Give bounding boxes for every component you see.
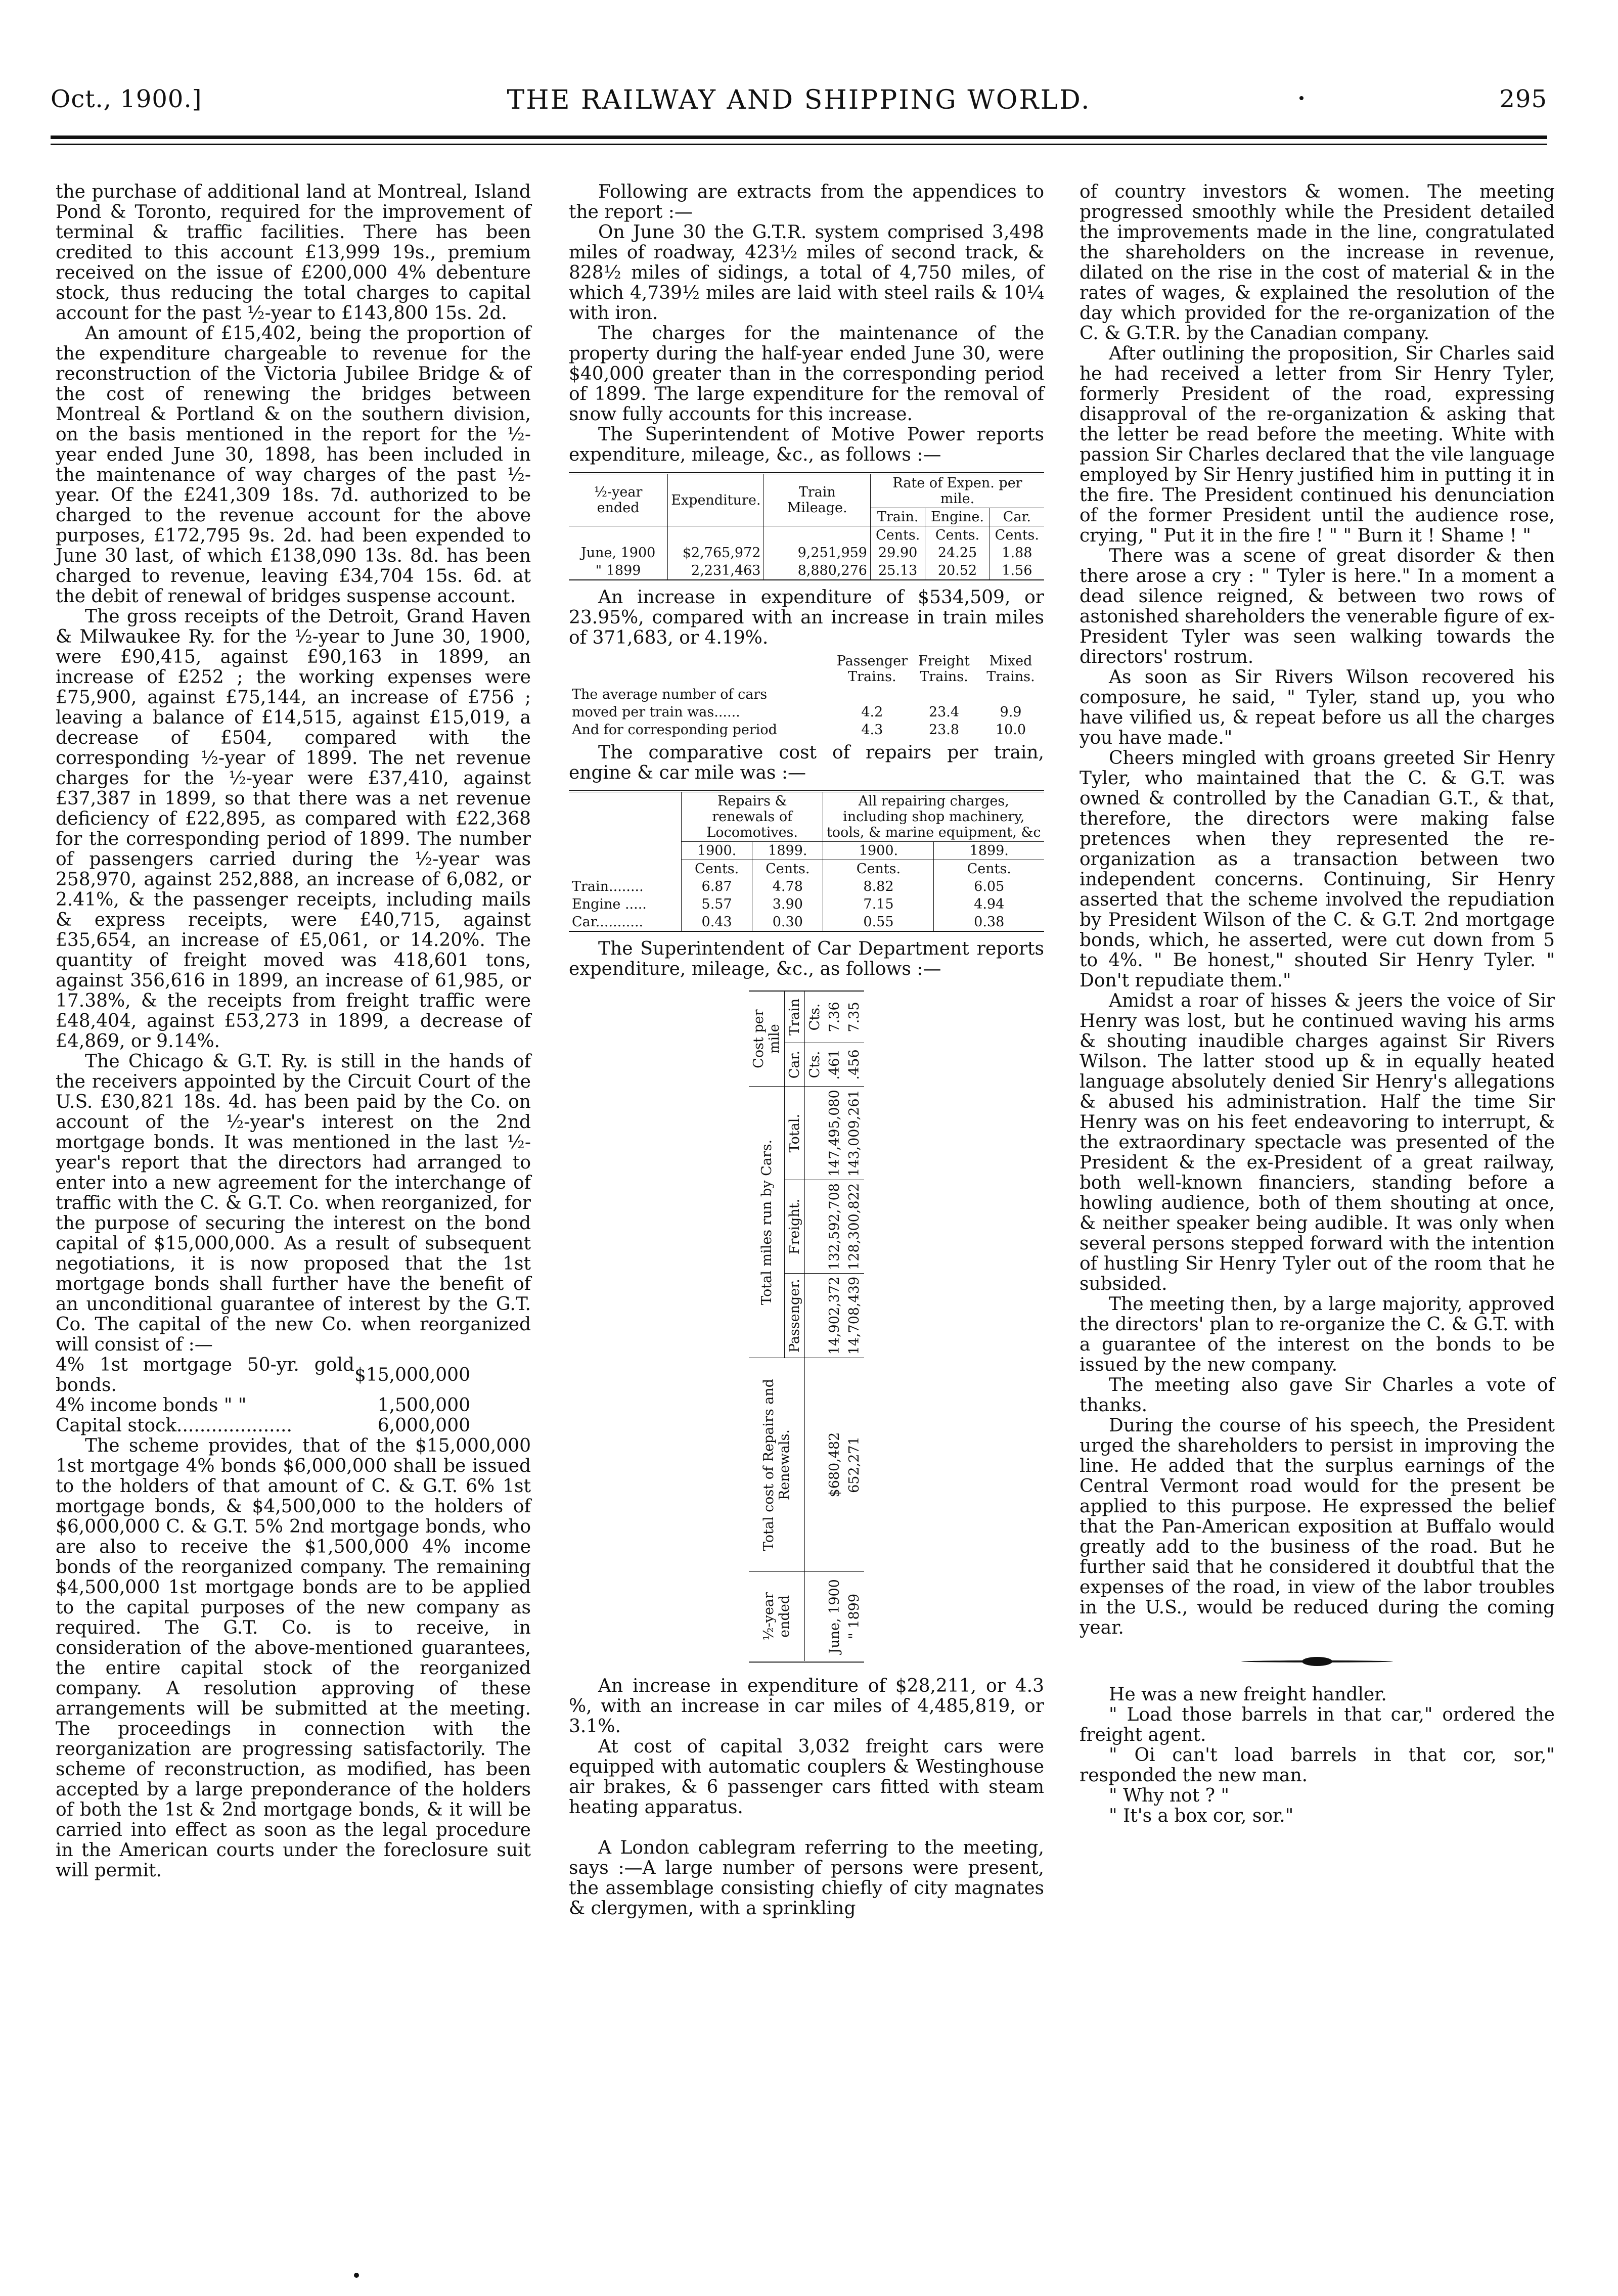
table-row <box>569 895 1044 913</box>
cell: 0.43 <box>682 913 752 931</box>
col-header: Freight. <box>785 1180 805 1274</box>
unit-label: Cents. <box>995 527 1039 543</box>
paragraph: the purchase of additional land at Montreal, Island Pond & Toronto, required for the improvement of terminal & traffic facilities. There has been credited to this account £13,999 19s., premium received on the issue of £200,000 4% debenture stock, thus reducing the total charges to capital account for the past ½-year to £143,800 15s. 2d. <box>56 182 531 324</box>
cell: 24.25 <box>925 544 990 562</box>
table-row <box>569 703 1044 721</box>
paragraph: The comparative cost of repairs per train, engine & car mile was :— <box>569 742 1044 783</box>
col-header: Rate of Expen. per mile. <box>870 473 1044 508</box>
cell: 4.94 <box>974 896 1005 912</box>
joke-line: " Load those barrels in that car," ordered the freight agent. <box>1080 1704 1555 1745</box>
paragraph: The meeting then, by a large majority, approved the directors' plan to re-organize the C. & G.T. with a guarantee of the interest on the bonds to be issued by the new company. <box>1080 1294 1555 1375</box>
issue-date: Oct., 1900.] <box>51 85 202 113</box>
joke-line: He was a new freight handler. <box>1109 1684 1387 1705</box>
stock-label: Capital stock.................... <box>56 1415 292 1436</box>
table-row <box>569 878 1044 895</box>
cell: 4.2 <box>861 704 883 720</box>
cell: 2,231,463 <box>668 562 764 580</box>
cell: 14,902,372 <box>825 1273 844 1358</box>
paragraph: The Superintendent of Car Department reports expenditure, mileage, &c., as follows :— <box>569 938 1044 979</box>
cell: 128,300,822 <box>844 1180 864 1274</box>
col-header: Total. <box>785 1087 805 1180</box>
joke-line: " Why not ? " <box>1109 1785 1230 1806</box>
col-header: Repairs & renewals of Locomotives. <box>682 791 823 842</box>
col-header: Mixed Trains. <box>986 653 1035 685</box>
table-row <box>56 1395 470 1416</box>
paragraph: There was a scene of great disorder & then there arose a cry : " Tyler is here." In a moment a dead silence reigned, & between two rows of astonished shareholders the venerable figure of ex-President Tyler was seen walking towards the directors' rostrum. <box>1080 546 1555 667</box>
paragraph: During the course of his speech, the President urged the shareholders to persist in improving the line. He added that the surplus earnings of the Central Vermont road would for the present be applied to this purpose. He expressed the belief that the Pan-American exposition at Buffalo would greatly add to the business of the road. But he further said that he considered it doubtful that the expenses of the road, in view of the labor troubles in the U.S., would be reduced during the coming year. <box>1080 1415 1555 1638</box>
column-3 <box>1080 182 1555 1826</box>
table-row <box>569 562 1044 580</box>
cars-per-train-table <box>569 652 1044 739</box>
table-header-row <box>749 991 785 1662</box>
col-header: Passenger Trains. <box>836 653 908 685</box>
rotated-table-frame <box>749 991 864 1663</box>
cell: " 1899 <box>844 1571 864 1662</box>
column-1 <box>56 182 531 1881</box>
col-header: ½-year ended <box>569 473 668 526</box>
table-row <box>569 686 1044 703</box>
col-header: 1899. <box>934 842 1044 860</box>
row-label: Train........ <box>569 878 682 895</box>
stock-label: 4% 1st mortgage 50-yr. gold bonds. <box>56 1355 354 1395</box>
table-header-row <box>569 473 1044 508</box>
paragraph: The gross receipts of the Detroit, Grand Haven & Milwaukee Ry. for the ½-year to June 30, 1900, were £90,415, against £90,163 in 1899, an increase of £252 ; the working expenses were £75,900, against £75,144, an increase of £756 ; leaving a balance of £14,515, against £15,019, a decrease of £504, compared with the corresponding ½-year of 1899. The net revenue charges for the ½-year were £37,410, against £37,387 in 1899, so that there was a net revenue deficiency of £22,895, as compared with £22,368 for the corresponding period of 1899. The number of passengers carried during the ½-year was 258,970, against 252,888, an increase of 6,082, or 2.41%, & the passenger receipts, including mails & express receipts, were £40,715, against £35,654, an increase of £5,061, or 14.20%. The quantity of freight moved was 418,601 tons, against 356,616 in 1899, an increase of 61,985, or 17.38%, & the receipts from freight traffic were £48,404, against £53,273 in 1899, a decrease of £4,869, or 9.14%. <box>56 606 531 1052</box>
paragraph: Amidst a roar of hisses & jeers the voice of Sir Henry was lost, but he continued waving his arms & shouting inaudible charges against Sir Rivers Wilson. The latter stood up & in equally heated language absolutely denied Sir Henry's allegations & abused his administration. Half the time Sir Henry was on his feet endeavoring to interrupt, & the extraordinary spectacle was presented of the President & the ex-President of a great railway, both well-known financiers, standing before a howling audience, both of them shouting at once, & neither speaker being audible. It was only when several persons stepped forward with the intention of hustling Sir Henry Tyler out of the room that he subsided. <box>1080 991 1555 1294</box>
unit-label: Cents. <box>967 861 1011 877</box>
col-header: Train <box>785 991 805 1043</box>
cell: 10.0 <box>995 722 1026 738</box>
cell: June, 1900 <box>825 1571 844 1662</box>
col-header: ½-year ended <box>749 1571 805 1662</box>
print-speck <box>354 2273 359 2278</box>
cell: 0.55 <box>823 913 934 931</box>
col-header: Total miles run by Cars. <box>749 1087 785 1358</box>
row-label: Car........... <box>569 913 682 931</box>
row-label: Engine ..... <box>569 895 682 913</box>
col-header: Engine. <box>925 508 990 526</box>
cell: 652,271 <box>844 1358 864 1571</box>
cell: 23.8 <box>928 722 960 738</box>
unit-label: Cents. <box>682 860 752 878</box>
paragraph: On June 30 the G.T.R. system comprised 3,498 miles of roadway, 423½ miles of second track, & 828½ miles of sidings, a total of 4,750 miles, of which 4,739½ miles are laid with steel rails & 10¼ with iron. <box>569 222 1044 324</box>
col-header: 1900. <box>682 842 752 860</box>
print-speck <box>1299 96 1304 100</box>
joke-line: " It's a box cor, sor." <box>1109 1806 1294 1826</box>
col-header: 1899. <box>752 842 823 860</box>
cell: 7.15 <box>823 895 934 913</box>
running-head <box>51 85 1547 125</box>
cell: 6.87 <box>682 878 752 895</box>
cell: 25.13 <box>870 562 925 580</box>
paragraph: An increase in expenditure of $534,509, or 23.95%, compared with an increase in train miles of 371,683, or 4.19%. <box>569 587 1044 648</box>
col-header: All repairing charges, including shop machinery, tools, & marine equipment, &c <box>823 791 1044 842</box>
unit-label: Cents. <box>925 526 990 545</box>
cell: 8,880,276 <box>764 562 871 580</box>
cell: 0.38 <box>974 914 1005 930</box>
col-header: Train. <box>870 508 925 526</box>
paragraph: of country investors & women. The meeting progressed smoothly while the President detailed the improvements made in the line, congratulated the shareholders on the increase in revenue, dilated on the rise in the cost of material & in the rates of wages, & explained the resolution of the day which provided for the re-organization of the C. & G.T.R. by the Canadian company. <box>1080 182 1555 344</box>
paragraph: The scheme provides, that of the $15,000,000 1st mortgage 4% bonds $6,000,000 shall be issued to the holders of that amount of C. & G.T. 6% 1st mortgage bonds, & $4,500,000 to the holders of $6,000,000 C. & G.T. 5% 2nd mortgage bonds, who are also to receive the $1,500,000 4% income bonds of the reorganized company. The remaining $4,500,000 1st mortgage bonds are to be applied to the capital purposes of the new company as required. The G.T. Co. is to receive, in consideration of the above-mentioned guarantees, the entire capital stock of the reorganized company. A resolution approving of these arrangements will be submitted at the meeting. The proceedings in connection with the reorganization are progressing satisfactorily. The scheme of reconstruction, as modified, has been accepted by a large preponderance of the holders of both the 1st & 2nd mortgage bonds, & it will be carried into effect as soon as the legal procedure in the American courts under the foreclosure suit will permit. <box>56 1435 531 1881</box>
stock-amount: $15,000,000 <box>354 1365 470 1385</box>
row-label: And for corresponding period <box>572 722 777 738</box>
cell: 14,708,439 <box>844 1273 864 1358</box>
cell: 3.90 <box>752 895 823 913</box>
motive-power-table <box>569 472 1044 580</box>
cell: June, 1900 <box>569 544 668 562</box>
cell: 1.56 <box>1002 563 1032 578</box>
cell: 7.35 <box>844 991 864 1043</box>
car-department-table-wrap <box>569 985 1044 1668</box>
cell: 20.52 <box>925 562 990 580</box>
table-row <box>569 913 1044 931</box>
table-row <box>56 1416 470 1436</box>
table-row <box>825 991 844 1662</box>
cell: 9,251,959 <box>764 544 871 562</box>
cell: 7.36 <box>825 991 844 1043</box>
paragraph: Cheers mingled with groans greeted Sir Henry Tyler, who maintained that the C. & G.T. was owned & controlled by the Canadian G.T., & that, therefore, the directors were making false pretences when they represented the re-organization as a transaction between two independent concerns. Continuing, Sir Henry asserted that the scheme involved the repudiation by President Wilson of the C. & G.T. 2nd mortgage bonds, which, he asserted, were cut down from 5 to 4%. " Be honest," shouted Sir Henry Tyler. " Don't repudiate them." <box>1080 748 1555 991</box>
cell: .456 <box>844 1043 864 1086</box>
cell: 23.4 <box>928 704 960 720</box>
cell: $680,482 <box>825 1358 844 1571</box>
header-rule-thick <box>51 136 1547 139</box>
table-header-row <box>569 791 1044 842</box>
publication-title: THE RAILWAY AND SHIPPING WORLD. <box>507 85 1091 115</box>
paragraph: A London cablegram referring to the meeting, says :—A large number of persons were present, the assemblage consisting chiefly of city magnates & clergymen, with a sprinkling <box>569 1837 1044 1919</box>
unit-label: Cts. <box>805 1043 825 1086</box>
col-header: 1900. <box>823 842 934 860</box>
stock-label: 4% income bonds " " <box>56 1395 247 1416</box>
unit-label: Cts. <box>805 991 825 1043</box>
cell: 8.82 <box>823 878 934 895</box>
table-row <box>56 1355 470 1395</box>
column-2 <box>569 182 1044 1919</box>
cell: " 1899 <box>569 562 668 580</box>
unit-row <box>569 860 1044 878</box>
cell: 0.30 <box>752 913 823 931</box>
joke-line: " Oi can't load barrels in that cor, sor," responded the new man. <box>1080 1745 1555 1786</box>
paragraph: As soon as Sir Rivers Wilson recovered his composure, he said, " Tyler, stand up, you who have vilified us, & repeat before us all the charges you have made." <box>1080 667 1555 748</box>
unit-row <box>569 526 1044 545</box>
table-row <box>569 721 1044 739</box>
cell: $2,765,972 <box>668 544 764 562</box>
cell: 4.78 <box>752 878 823 895</box>
cell: 147,495,080 <box>825 1087 844 1180</box>
cell: 4.3 <box>861 722 883 738</box>
cell: .461 <box>825 1043 844 1086</box>
cell: 143,009,261 <box>844 1087 864 1180</box>
section-divider-ornament <box>1241 1660 1393 1662</box>
stock-amount: 1,500,000 <box>377 1395 470 1416</box>
spacer <box>569 1818 1044 1838</box>
paragraph: An increase in expenditure of $28,211, or 4.3 %, with an increase in car miles of 4,485,819, or 3.1%. <box>569 1676 1044 1737</box>
paragraph: At cost of capital 3,032 freight cars were equipped with automatic couplers & Westinghouse air brakes, & 6 passenger cars fitted with steam heating apparatus. <box>569 1736 1044 1818</box>
col-header: Car. <box>990 508 1044 526</box>
col-header: Expenditure. <box>668 473 764 526</box>
car-department-table <box>749 991 864 1663</box>
col-header: Train Mileage. <box>764 473 871 526</box>
cell: 6.05 <box>974 879 1005 894</box>
stock-amount: 6,000,000 <box>377 1415 470 1436</box>
page-number: 295 <box>1499 85 1547 113</box>
paragraph: The Superintendent of Motive Power reports expenditure, mileage, &c., as follows :— <box>569 424 1044 465</box>
table-header-row <box>569 652 1044 686</box>
cell: 1.88 <box>1002 545 1032 561</box>
col-header: Passenger. <box>785 1273 805 1358</box>
unit-label: Cents. <box>823 860 934 878</box>
cell: 29.90 <box>870 544 925 562</box>
unit-label: Cents. <box>870 526 925 545</box>
repair-cost-table <box>569 790 1044 932</box>
paragraph: After outlining the proposition, Sir Charles said he had received a letter from Sir Henry Tyler, formerly President of the road, expressing disapproval of the re-organization & asking that the letter be read before the meeting. White with passion Sir Charles declared that the vile language employed by Sir Henry justified him in putting it in the fire. The President continued his denunciation of the former President until the audience rose, crying, " Put it in the fire ! " " Burn it ! Shame ! " <box>1080 343 1555 546</box>
row-label: moved per train was...... <box>572 704 740 720</box>
col-header: Cost per mile <box>749 991 785 1087</box>
cell: 9.9 <box>1000 704 1022 720</box>
cell: 132,592,708 <box>825 1180 844 1274</box>
paragraph: The meeting also gave Sir Charles a vote of thanks. <box>1080 1375 1555 1416</box>
row-label: The average number of cars <box>572 687 768 702</box>
header-rule-thin <box>51 144 1547 145</box>
cell: 5.57 <box>682 895 752 913</box>
col-header: Car. <box>785 1043 805 1086</box>
paragraph: An amount of £15,402, being the proportion of the expenditure chargeable to revenue for the reconstruction of the Victoria Jubilee Bridge & of the cost of renewing the bridges between Montreal & Portland & on the southern division, on the basis mentioned in the report for the ½-year ended June 30, 1898, has been included in the maintenance of way charges of the past ½-year. Of the £241,309 18s. 7d. authorized to be charged to the revenue account for the above purposes, £172,795 9s. 2d. had been expended to June 30 last, of which £138,090 13s. 8d. has been charged to revenue, leaving £34,704 15s. 6d. at the debit of renewal of bridges suspense account. <box>56 323 531 607</box>
table-row <box>844 991 864 1662</box>
paragraph: The charges for the maintenance of the property during the half-year ended June 30, were $40,000 greater than in the corresponding period of 1899. The large expenditure for the removal of snow fully accounts for this increase. <box>569 323 1044 425</box>
unit-row <box>805 991 825 1662</box>
paragraph: The Chicago & G.T. Ry. is still in the hands of the receivers appointed by the Circuit Court of the U.S. £30,821 18s. 4d. has been paid by the Co. on account of the ½-year's interest on the 2nd mortgage bonds. It was mentioned in the last ½-year's report that the directors had arranged to enter into a new agreement for the interchange of traffic with the C. & G.T. Co. when reorganized, for the purpose of securing the interest on the bond capital of $15,000,000. As a result of subsequent negotiations, it is now proposed that the 1st mortgage bonds shall further have the benefit of an unconditional guarantee of interest by the G.T. Co. The capital of the new Co. when reorganized will consist of :— <box>56 1051 531 1355</box>
table-row <box>569 544 1044 562</box>
col-header: Total cost of Repairs and Renewals. <box>749 1358 805 1571</box>
unit-label: Cents. <box>752 860 823 878</box>
paragraph: Following are extracts from the appendices to the report :— <box>569 182 1044 222</box>
col-header: Freight Trains. <box>918 653 970 685</box>
capital-stock-table <box>56 1355 470 1436</box>
